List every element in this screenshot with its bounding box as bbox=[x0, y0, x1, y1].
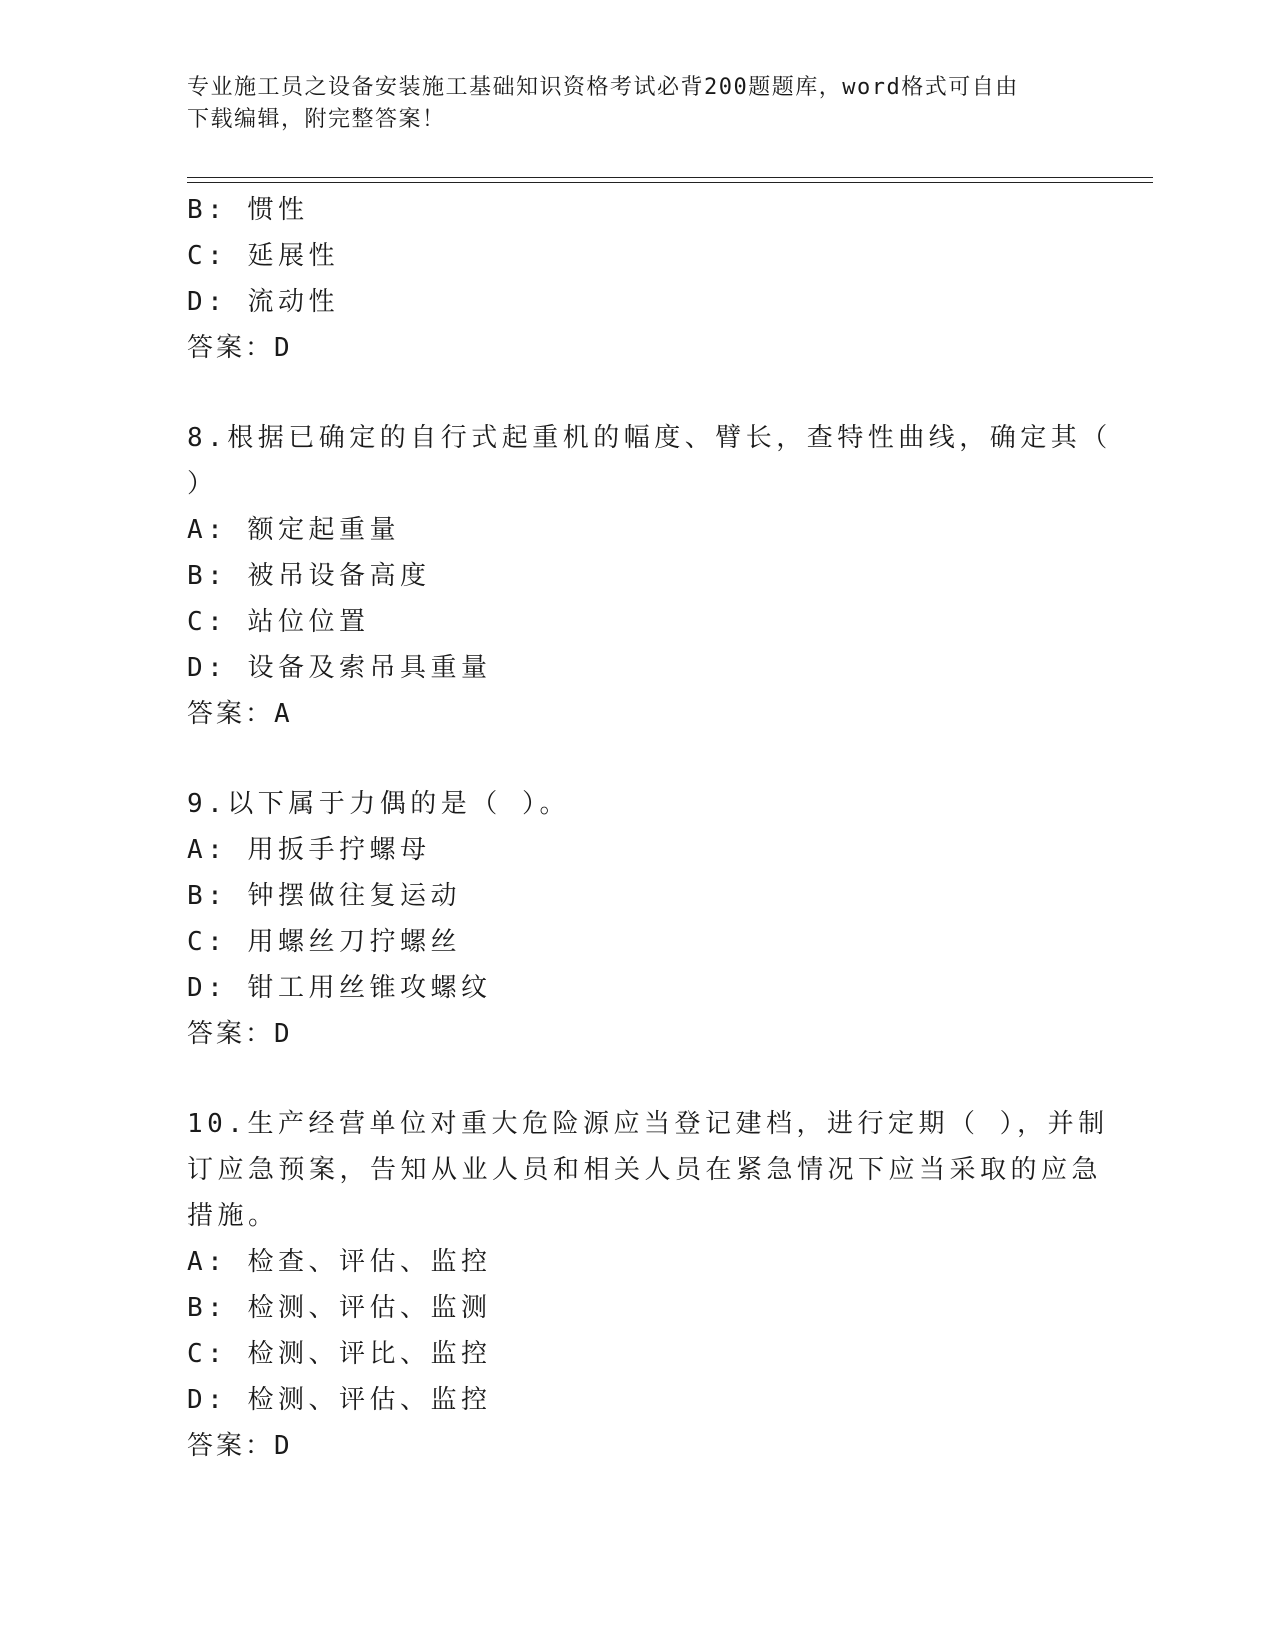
answer-line: 答案：D bbox=[187, 1431, 293, 1461]
question-block-9 bbox=[187, 781, 1087, 1057]
option-d: D: 流动性 bbox=[187, 287, 339, 317]
option-b: B: 钟摆做往复运动 bbox=[187, 881, 461, 911]
header-line-2: 下载编辑，附完整答案！ bbox=[187, 107, 446, 132]
answer-line: 答案：A bbox=[187, 699, 293, 729]
question-text-line-1: 9.以下属于力偶的是（ ）。 bbox=[187, 789, 570, 819]
question-text-line-1: 8.根据已确定的自行式起重机的幅度、臂长，查特性曲线，确定其（ bbox=[187, 423, 1112, 453]
document-header bbox=[187, 72, 1067, 136]
question-block-8 bbox=[187, 415, 1112, 737]
option-b: B: 检测、评估、监测 bbox=[187, 1293, 492, 1323]
option-c: C: 用螺丝刀拧螺丝 bbox=[187, 927, 461, 957]
question-block-7 bbox=[187, 187, 1087, 371]
option-d: D: 钳工用丝锥攻螺纹 bbox=[187, 973, 492, 1003]
option-b: B: 被吊设备高度 bbox=[187, 561, 431, 591]
question-content bbox=[187, 187, 1112, 1469]
header-line-1: 专业施工员之设备安装施工基础知识资格考试必背200题题库，word格式可自由 bbox=[187, 75, 1019, 100]
option-b: B: 惯性 bbox=[187, 195, 309, 225]
option-c: C: 检测、评比、监控 bbox=[187, 1339, 492, 1369]
answer-line: 答案：D bbox=[187, 1019, 293, 1049]
header-divider-top bbox=[187, 177, 1153, 178]
question-text-line-3: 措施。 bbox=[187, 1201, 279, 1231]
option-d: D: 设备及索吊具重量 bbox=[187, 653, 492, 683]
option-a: A: 额定起重量 bbox=[187, 515, 400, 545]
answer-line: 答案：D bbox=[187, 333, 293, 363]
option-c: C: 延展性 bbox=[187, 241, 339, 271]
option-a: A: 用扳手拧螺母 bbox=[187, 835, 431, 865]
option-a: A: 检查、评估、监控 bbox=[187, 1247, 492, 1277]
option-c: C: 站位位置 bbox=[187, 607, 370, 637]
header-divider-bottom bbox=[187, 182, 1153, 183]
option-d: D: 检测、评估、监控 bbox=[187, 1385, 492, 1415]
question-text-line-2: ） bbox=[187, 469, 218, 499]
question-text-line-2: 订应急预案，告知从业人员和相关人员在紧急情况下应当采取的应急 bbox=[187, 1155, 1103, 1185]
question-block-10 bbox=[187, 1101, 1109, 1469]
question-text-line-1: 10.生产经营单位对重大危险源应当登记建档，进行定期（ ），并制 bbox=[187, 1109, 1109, 1139]
